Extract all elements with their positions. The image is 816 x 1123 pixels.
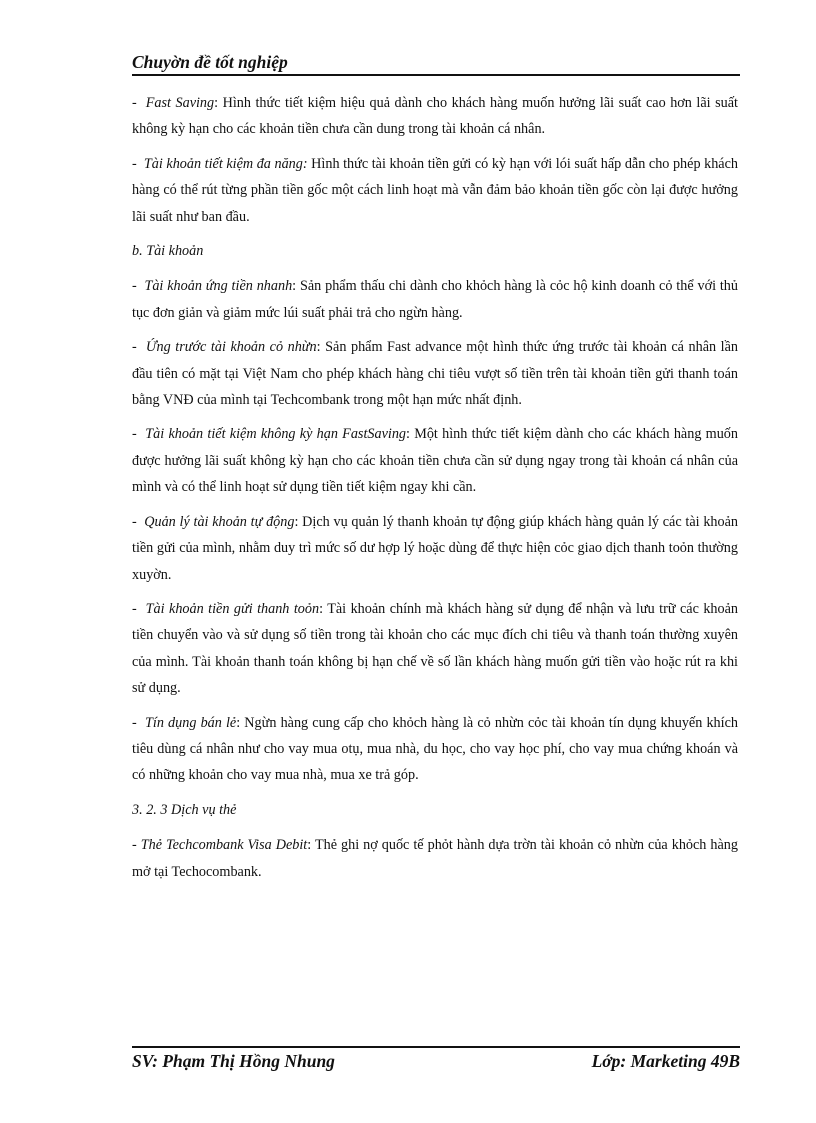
paragraph-text: : Dịch vụ quản lý thanh khoản tự động giúp khách hàng quản lý các tài khoản tiền gửi của mình, nhằm duy trì mức số dư hợp lý hoặc dùng để thực hiện cỏc giao dịch thanh toỏn thường xuyờn. xyxy=(132,513,738,583)
paragraph-auto-management: - Quản lý tài khoản tự động: Dịch vụ quản lý thanh khoản tự động giúp khách hàng quản lý các tài khoản tiền gửi của mình, nhằm duy trì mức số dư hợp lý hoặc dùng để thực hiện cỏc giao dịch thanh toỏn thường xuyờn. xyxy=(132,513,738,583)
term: Tín dụng bán lẻ xyxy=(145,714,237,731)
paragraph-fast-saving: - Fast Saving: Hình thức tiết kiệm hiệu quả dành cho khách hàng muốn hưởng lãi suất cao hơn lãi suất không kỳ hạn cho các khoản tiền chưa cần dung trong tài khoản cá nhân. xyxy=(132,95,738,138)
header-rule xyxy=(132,74,740,76)
paragraph-personal-advance: - Ứng trước tài khoản cỏ nhừn: Sản phẩm Fast advance một hình thức ứng trước tài khoản cá nhân lần đầu tiên có mặt tại Việt Nam cho phép khách hàng chi tiêu vượt số tiền trên tài khoản tiền gửi thanh toán bằng VNĐ của mình tại Techcombank trong một hạn mức nhất định. xyxy=(132,339,738,409)
paragraph-text: : Tài khoản chính mà khách hàng sử dụng để nhận và lưu trữ các khoản tiền chuyển vào và sử dụng số tiền trong tài khoản cho các mục đích chi tiêu và thanh toán thường xuyên của mình. Tài khoản thanh toán không bị hạn chế về số lần khách hàng muốn gửi tiền vào hoặc rút ra khi sử dụng. xyxy=(132,600,738,697)
paragraph-text: : Ngừn hàng cung cấp cho khỏch hàng là cỏ nhừn cỏc tài khoản tín dụng khuyến khích tiêu dùng cá nhân như cho vay mua otụ, mua nhà, du học, cho vay học phí, cho vay mua chứng khoán và có những khoản cho vay mua nhà, mua xe trả góp. xyxy=(132,714,738,784)
footer-student-name: SV: Phạm Thị Hồng Nhung xyxy=(132,1051,335,1071)
paragraph-text: : Sản phẩm thấu chi dành cho khỏch hàng là cỏc hộ kinh doanh cỏ thể với thủ tục đơn giản và giảm mức lúi suất phải trả cho ngừn hàng. xyxy=(132,278,738,321)
page-header-title: Chuyờn đề tốt nghiệp xyxy=(132,52,288,72)
term: Tài khoản tiết kiệm đa năng: xyxy=(143,155,308,172)
term: Tài khoản tiền gửi thanh toỏn xyxy=(145,600,320,617)
footer-class-label: Lớp: Marketing 49B xyxy=(591,1051,740,1071)
term: Quản lý tài khoản tự động xyxy=(144,513,295,530)
paragraph-payment-account: - Tài khoản tiền gửi thanh toỏn: Tài khoản chính mà khách hàng sử dụng để nhận và lưu trữ các khoản tiền chuyển vào và sử dụng số tiền trong tài khoản cho các mục đích chi tiêu và thanh toán thường xuyên của mình. Tài khoản thanh toán không bị hạn chế về số lần khách hàng muốn gửi tiền vào hoặc rút ra khi sử dụng. xyxy=(132,600,738,697)
paragraph-retail-credit: - Tín dụng bán lẻ: Ngừn hàng cung cấp cho khỏch hàng là cỏ nhừn cỏc tài khoản tín dụng khuyến khích tiêu dùng cá nhân như cho vay mua otụ, mua nhà, du học, cho vay học phí, cho vay mua chứng khoán và có những khoản cho vay mua nhà, mua xe trả góp. xyxy=(132,714,738,784)
term: Fast Saving xyxy=(145,95,215,111)
paragraph-quick-advance: - Tài khoản ứng tiền nhanh: Sản phẩm thấu chi dành cho khỏch hàng là cỏc hộ kinh doanh cỏ thể với thủ tục đơn giản và giảm mức lúi suất phải trả cho ngừn hàng. xyxy=(132,278,738,321)
paragraph-fastsaving-account: - Tài khoản tiết kiệm không kỳ hạn FastSaving: Một hình thức tiết kiệm dành cho các khách hàng muốn được hưởng lãi suất không kỳ hạn cho các khoản tiền chưa cần sử dụng ngay trong tài khoản cá nhân của mình và có thể linh hoạt sử dụng tiền tiết kiệm ngay khi cần. xyxy=(132,426,738,496)
page-footer xyxy=(132,1051,740,1072)
paragraph-visa-debit: - Thẻ Techcombank Visa Debit: Thẻ ghi nợ quốc tế phỏt hành dựa trờn tài khoản cỏ nhừn của khỏch hàng mở tại Techocombank. xyxy=(132,837,738,880)
paragraph-text: Hình thức tài khoản tiền gửi có kỳ hạn với lói suất hấp dẫn cho phép khách hàng có thể rút từng phần tiền gốc một cách linh hoạt mà vẫn đảm bảo khoản tiền gốc còn lại được hưởng lãi suất như ban đầu. xyxy=(132,155,738,225)
footer-rule xyxy=(132,1046,740,1048)
document-body xyxy=(132,90,738,893)
paragraph-text: : Sản phẩm Fast advance một hình thức ứng trước tài khoản cá nhân lần đầu tiên có mặt tại Việt Nam cho phép khách hàng chi tiêu vượt số tiền trên tài khoản tiền gửi thanh toán bằng VNĐ của mình tại Techcombank trong một hạn mức nhất định. xyxy=(132,339,738,409)
section-heading-accounts: b. Tài khoản xyxy=(132,243,204,260)
term: Tài khoản ứng tiền nhanh xyxy=(144,278,293,295)
paragraph-text: : Hình thức tiết kiệm hiệu quả dành cho khách hàng muốn hưởng lãi suất cao hơn lãi suất không kỳ hạn cho các khoản tiền chưa cần dung trong tài khoản cá nhân. xyxy=(132,95,738,138)
term: Thẻ Techcombank Visa Debit xyxy=(140,837,308,854)
paragraph-text: : Một hình thức tiết kiệm dành cho các khách hàng muốn được hưởng lãi suất không kỳ hạn cho các khoản tiền chưa cần sử dụng ngay trong tài khoản cá nhân của mình và có thể linh hoạt sử dụng tiền tiết kiệm ngay khi cần. xyxy=(132,426,738,496)
term: Tài khoản tiết kiệm không kỳ hạn FastSaving xyxy=(145,426,407,443)
paragraph-text: : Thẻ ghi nợ quốc tế phỏt hành dựa trờn tài khoản cỏ nhừn của khỏch hàng mở tại Techocombank. xyxy=(132,837,738,880)
section-heading-card-services: 3. 2. 3 Dịch vụ thẻ xyxy=(132,801,237,818)
paragraph-multi-savings: - Tài khoản tiết kiệm đa năng: Hình thức tài khoản tiền gửi có kỳ hạn với lói suất hấp dẫn cho phép khách hàng có thể rút từng phần tiền gốc một cách linh hoạt mà vẫn đảm bảo khoản tiền gốc còn lại được hưởng lãi suất như ban đầu. xyxy=(132,155,738,225)
term: Ứng trước tài khoản cỏ nhừn xyxy=(145,339,317,356)
